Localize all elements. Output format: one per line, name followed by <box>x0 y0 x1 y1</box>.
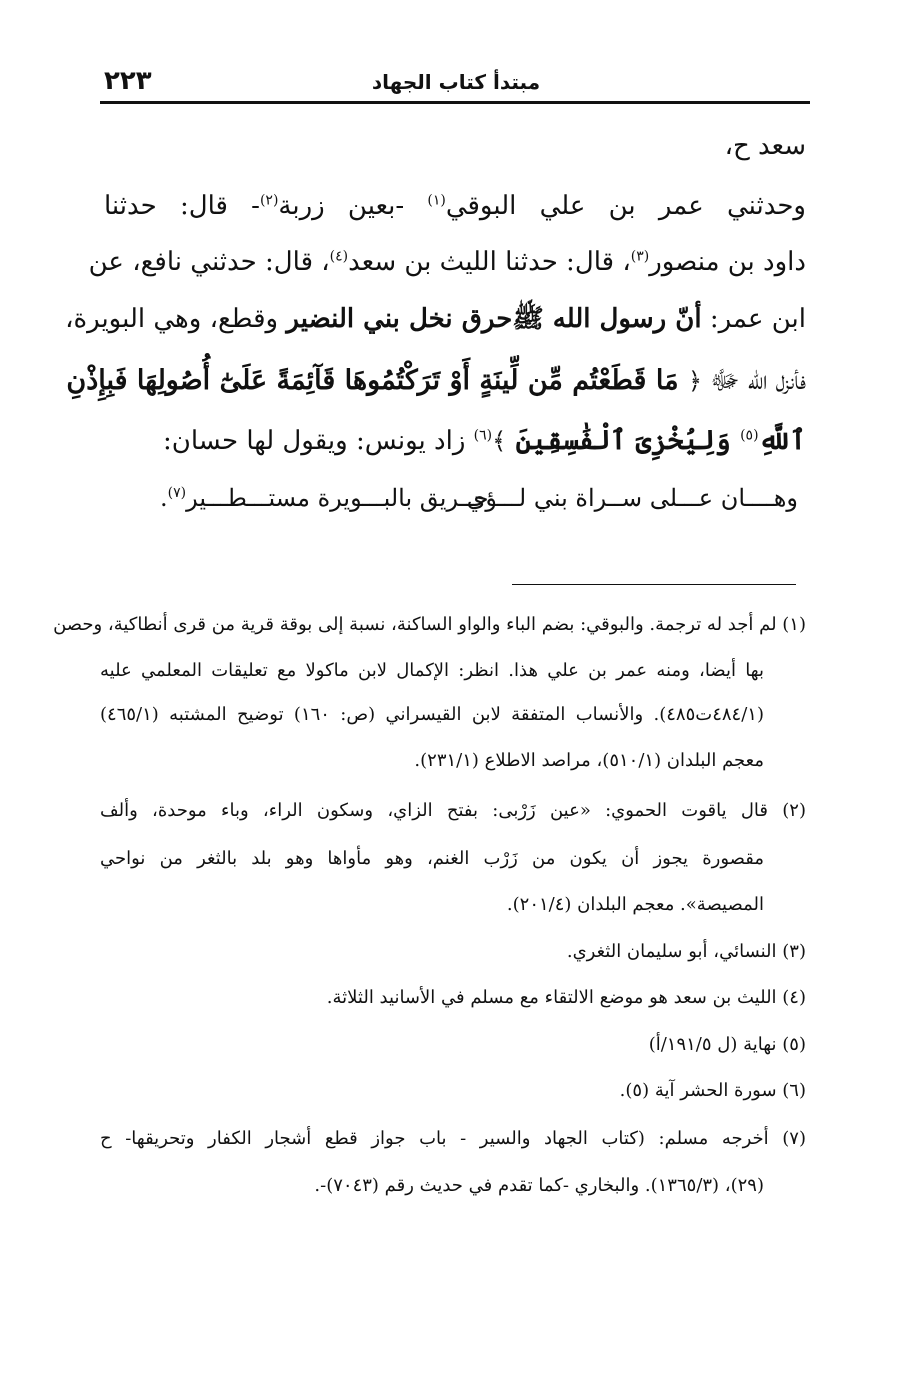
body-text: سعد ح، <box>724 131 806 161</box>
body-text: ، قال: حدثني نافع، عن <box>88 247 330 277</box>
footnote-6: (٦) سورة الحشر آية (٥). <box>619 1080 806 1101</box>
verse-hemistich-1: وهــــان عـــلى ســراة بني لـــؤي <box>466 484 798 512</box>
footnote-separator <box>512 584 796 585</box>
verse-end: . <box>160 484 168 512</box>
body-text: وحدثني عمر بن علي البوقي <box>445 191 806 221</box>
body-line-2 <box>104 186 806 226</box>
body-line-4 <box>65 299 806 339</box>
footnote-1-line-2: بها أيضا، ومنه عمر بن علي هذا. انظر: الإكمال لابن ماكولا مع تعليقات المعلمي عليه <box>100 660 764 681</box>
footnote-1-line-4: معجم البلدان (٥١٠/١)، مراصد الاطلاع (٢٣١/١). <box>414 750 764 771</box>
hadith-matn: أنّ رسول الله ﷺحرق نخل بني النضير <box>286 304 702 334</box>
quran-open-bracket: ﴿ <box>687 367 702 395</box>
body-text: - قال: حدثنا <box>104 191 260 221</box>
body-text: وقطع، وهي البويرة، <box>65 304 287 334</box>
footnote-1-line-1: (١) لم أجد له ترجمة. والبوقي: بضم الباء والواو الساكنة، نسبة إلى بوقة قرية من قرى أنطاكية، وحصن <box>53 614 806 635</box>
running-header <box>104 66 808 102</box>
footnote-2-line-2: مقصورة يجوز أن يكون من زَرْب الغنم، وهو مأواها وهو بلد بالثغر من نواحي <box>100 848 764 869</box>
footnote-7-line-2: (٢٩)، (١٣٦٥/٣). والبخاري -كما تقدم في حديث رقم (٧٠٤٣)-. <box>314 1175 764 1196</box>
quran-verse: ٱللَّهِ <box>758 425 806 456</box>
quran-verse: وَلِيُخْزِىَ ٱلْفَٰسِقِينَ <box>506 425 741 456</box>
body-text: ابن عمر: <box>701 304 806 334</box>
body-text: -بعين زربة <box>278 191 428 221</box>
body-line-5 <box>66 361 806 401</box>
body-line-1 <box>104 126 806 166</box>
footnote-ref-7[interactable]: (٧) <box>167 485 187 501</box>
footnote-ref-6[interactable]: (٦) <box>473 427 493 444</box>
footnote-2-line-3: المصيصة». معجم البلدان (٢٠١/٤). <box>506 894 764 915</box>
footnote-4: (٤) الليث بن سعد هو موضع الالتقاء مع مسلم في الأسانيد الثلاثة. <box>326 987 806 1008</box>
footnote-ref-4[interactable]: (٤) <box>329 248 349 265</box>
footnote-ref-1[interactable]: (١) <box>427 192 446 209</box>
verse-hemistich-2 <box>160 484 489 512</box>
quran-close-bracket: ﴾ <box>492 427 507 455</box>
footnote-1-line-3: (٤٨٤/١ت٤٨٥). والأنساب المتفقة لابن القيسراني (ص: ١٦٠) توضيح المشتبه (٤٦٥/١) <box>100 704 764 725</box>
body-line-6 <box>104 421 806 461</box>
chapter-title: مبتدأ كتاب الجهاد <box>371 70 541 94</box>
body-line-3 <box>88 242 806 282</box>
footnote-ref-3[interactable]: (٣) <box>630 248 650 265</box>
quran-verse: مَا قَطَعْتُم مِّن لِّينَةٍ أَوْ تَرَكْتُمُوهَا قَآئِمَةً عَلَىٰٓ أُصُولِهَا فَبِإِذْنِ <box>66 365 688 396</box>
footnote-3: (٣) النسائي، أبو سليمان الثغري. <box>566 941 806 962</box>
poetry-verse <box>160 484 798 524</box>
page-number: ٢٢٣ <box>104 66 152 96</box>
body-text: فأنزل الله ﷻ <box>702 366 806 396</box>
body-text: زاد يونس: ويقول لها حسان: <box>163 426 474 456</box>
footnote-5: (٥) نهاية (ل ١٩١/٥/أ) <box>648 1034 806 1055</box>
verse-text: حــريق بالبـــويرة مستـــطـــير <box>186 484 489 512</box>
footnote-7-line-1: (٧) أخرجه مسلم: (كتاب الجهاد والسير - باب جواز قطع أشجار الكفار وتحريقها- ح <box>100 1128 806 1149</box>
body-text: داود بن منصور <box>649 247 806 277</box>
body-text: ، قال: حدثنا الليث بن سعد <box>348 247 631 277</box>
footnote-ref-2[interactable]: (٢) <box>259 192 279 209</box>
header-rule <box>100 101 810 104</box>
footnote-ref-5[interactable]: (٥) <box>740 427 759 444</box>
footnote-2-line-1: (٢) قال ياقوت الحموي: «عين زَرْبى: بفتح الزاي، وسكون الراء، وباء موحدة، وألف <box>100 800 806 821</box>
